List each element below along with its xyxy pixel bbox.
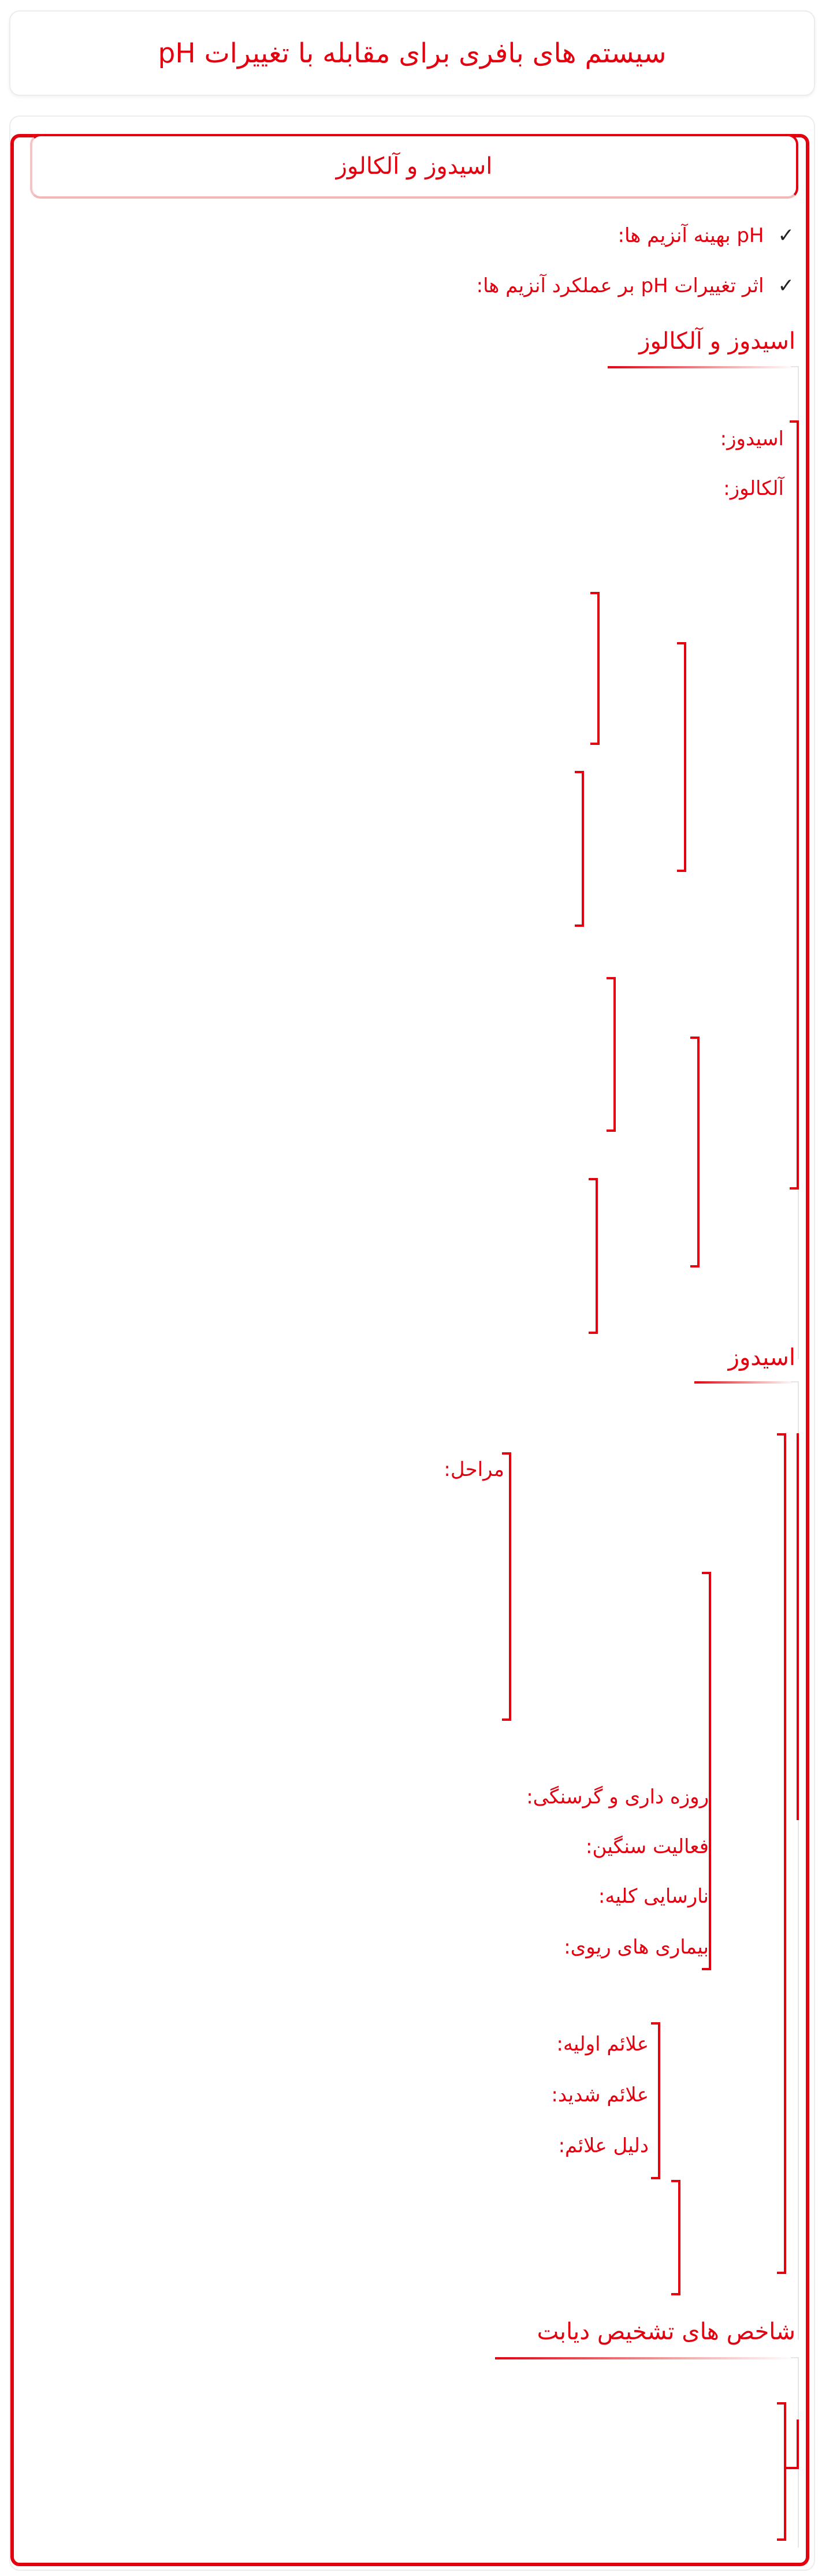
bullet-item xyxy=(618,224,794,247)
cause-item: نارسایی کلیه: xyxy=(598,1885,709,1908)
block1-label-acidosis: اسیدوز: xyxy=(720,427,784,450)
cause-item: بیماری های ریوی: xyxy=(564,1936,709,1959)
page-title-box xyxy=(9,10,815,96)
bracket xyxy=(607,977,616,1132)
check-icon: ✓ xyxy=(778,224,794,247)
symptom-item: دلیل علائم: xyxy=(558,2134,649,2157)
stages-bracket xyxy=(502,1452,511,1721)
bullet-text: اثر تغییرات pH بر عملکرد آنزیم ها: xyxy=(476,274,764,297)
bracket-inner xyxy=(785,2420,799,2469)
bracket-inner xyxy=(785,1433,799,1820)
symptom-item: علائم شدید: xyxy=(551,2083,649,2107)
page-title: سیستم های بافری برای مقابله با تغییرات pH xyxy=(158,37,667,69)
block1-underline xyxy=(608,366,795,368)
block3-heading: شاخص های تشخیص دیابت xyxy=(537,2318,795,2345)
stages-label: مراحل: xyxy=(444,1458,504,1481)
block1-heading: اسیدوز و آلکالوز xyxy=(639,328,795,355)
bracket xyxy=(671,2180,680,2295)
content-card-outline xyxy=(10,134,809,2566)
block3-underline xyxy=(495,2357,795,2359)
cause-item: روزه داری و گرسنگی: xyxy=(526,1785,709,1809)
bullet-item xyxy=(477,274,794,297)
bracket xyxy=(690,1037,700,1268)
bracket xyxy=(589,1178,598,1334)
bracket xyxy=(575,771,584,927)
block2-underline xyxy=(694,1381,795,1384)
bracket xyxy=(590,592,600,745)
bracket-inner xyxy=(793,583,799,808)
section-title: اسیدوز و آلکالوز xyxy=(336,153,493,180)
block1-label-alkalosis: آلکالوز: xyxy=(723,477,784,500)
check-icon: ✓ xyxy=(778,274,794,297)
symptoms-bracket xyxy=(651,2022,660,2179)
cause-item: فعالیت سنگین: xyxy=(586,1835,709,1858)
symptom-item: علائم اولیه: xyxy=(556,2033,649,2056)
causes-bracket xyxy=(702,1572,711,1970)
bracket xyxy=(677,642,686,872)
bullet-text: pH بهینه آنزیم ها: xyxy=(618,224,764,247)
block2-heading: اسیدوز xyxy=(728,1344,795,1371)
section-header xyxy=(30,134,798,199)
